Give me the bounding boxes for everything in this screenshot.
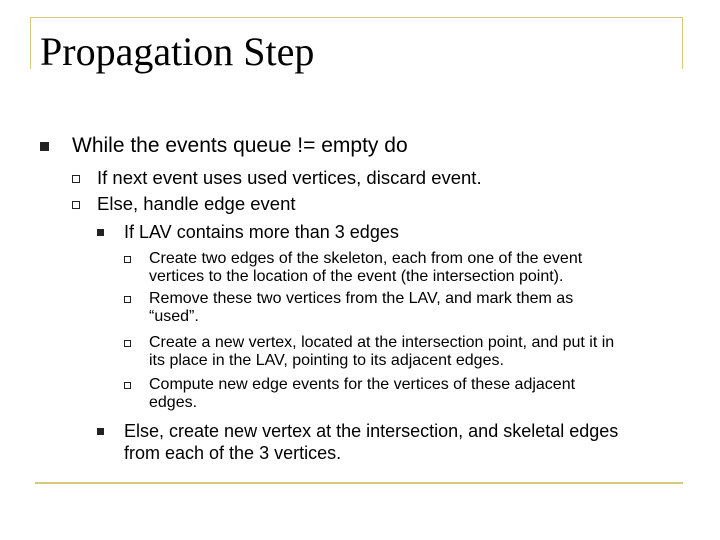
rule-top-right bbox=[682, 17, 683, 69]
bullet-hollow-square bbox=[124, 256, 131, 263]
slide-text-line: “used”. bbox=[149, 308, 199, 325]
rule-top-vertical bbox=[30, 17, 31, 69]
slide-text-line: While the events queue != empty do bbox=[72, 134, 408, 157]
bullet-hollow-square bbox=[72, 175, 80, 183]
slide-text-line: Compute new edge events for the vertices of these adjacent bbox=[149, 376, 576, 393]
slide-text-line: Remove these two vertices from the LAV, and mark them as bbox=[149, 290, 574, 307]
bullet-solid-square bbox=[40, 142, 49, 151]
bullet-hollow-square bbox=[124, 382, 131, 389]
slide-text-line: Else, handle edge event bbox=[97, 193, 296, 214]
slide-text-line: If LAV contains more than 3 edges bbox=[124, 222, 399, 242]
bullet-solid-square bbox=[97, 428, 104, 435]
slide-text-line: If next event uses used vertices, discard event. bbox=[97, 167, 482, 188]
slide-text-line: its place in the LAV, pointing to its adjacent edges. bbox=[149, 352, 504, 369]
slide-text-line: Create two edges of the skeleton, each from one of the event bbox=[149, 250, 583, 267]
rule-top-horizontal bbox=[30, 17, 682, 18]
slide-text-line: from each of the 3 vertices. bbox=[124, 443, 342, 463]
bullet-hollow-square bbox=[124, 296, 131, 303]
bullet-solid-square bbox=[97, 229, 104, 236]
slide-text-line: Else, create new vertex at the intersection, and skeletal edges bbox=[124, 421, 619, 441]
rule-bottom bbox=[35, 482, 683, 484]
slide-text-line: Create a new vertex, located at the intersection point, and put it in bbox=[149, 334, 615, 351]
slide-text-line: edges. bbox=[149, 394, 198, 411]
slide-title: Propagation Step bbox=[40, 29, 315, 74]
bullet-hollow-square bbox=[72, 201, 80, 209]
slide-text-line: vertices to the location of the event (the intersection point). bbox=[149, 268, 564, 285]
bullet-hollow-square bbox=[124, 340, 131, 347]
